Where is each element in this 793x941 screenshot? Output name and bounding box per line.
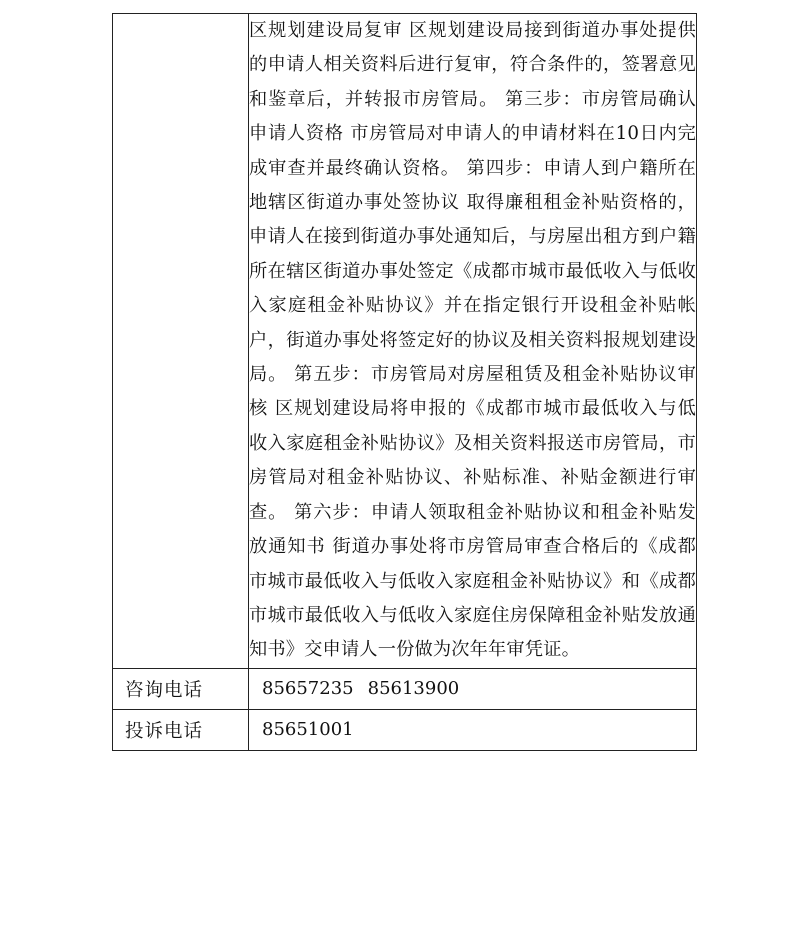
complaint-phone-label: 投诉电话: [113, 709, 249, 750]
procedure-content-cell: [249, 14, 697, 669]
consult-phone-row: [113, 668, 697, 709]
consult-phone-number: 85613900: [367, 678, 460, 700]
consult-phone-number: 85657235: [262, 678, 354, 700]
consult-phone-value: [249, 668, 697, 709]
procedure-label-cell: [113, 14, 249, 669]
consult-phone-label: 咨询电话: [113, 668, 249, 709]
procedure-row: [113, 14, 697, 669]
complaint-phone-value: [249, 709, 697, 750]
procedure-text: 区规划建设局复审 区规划建设局接到街道办事处提供的申请人相关资料后进行复审，符合条件的，签署意见和鉴章后，并转报市房管局。 第三步：市房管局确认申请人资格 市房管局对申请人的申请材料在10日内完成审查并最终确认资格。 第四步：申请人到户籍所在地辖区街道办事处签协议 取得廉租租金补贴资格的，申请人在接到街道办事处通知后，与房屋出租方到户籍所在辖区街道办事处签定《成都市城市最低收入与低收入家庭租金补贴协议》并在指定银行开设租金补贴帐户，街道办事处将签定好的协议及相关资料报规划建设局。 第五步：市房管局对房屋租赁及租金补贴协议审核 区规划建设局将申报的《成都市城市最低收入与低收入家庭租金补贴协议》及相关资料报送市房管局，市房管局对租金补贴协议、补贴标准、补贴金额进行审查。 第六步：申请人领取租金补贴协议和租金补贴发放通知书 街道办事处将市房管局审查合格后的《成都市城市最低收入与低收入家庭租金补贴协议》和《成都市城市最低收入与低收入家庭住房保障租金补贴发放通知书》交申请人一份做为次年年审凭证。: [249, 20, 696, 661]
info-table: [112, 13, 697, 751]
complaint-phone-row: [113, 709, 697, 750]
complaint-phone-number: 85651001: [262, 719, 354, 741]
